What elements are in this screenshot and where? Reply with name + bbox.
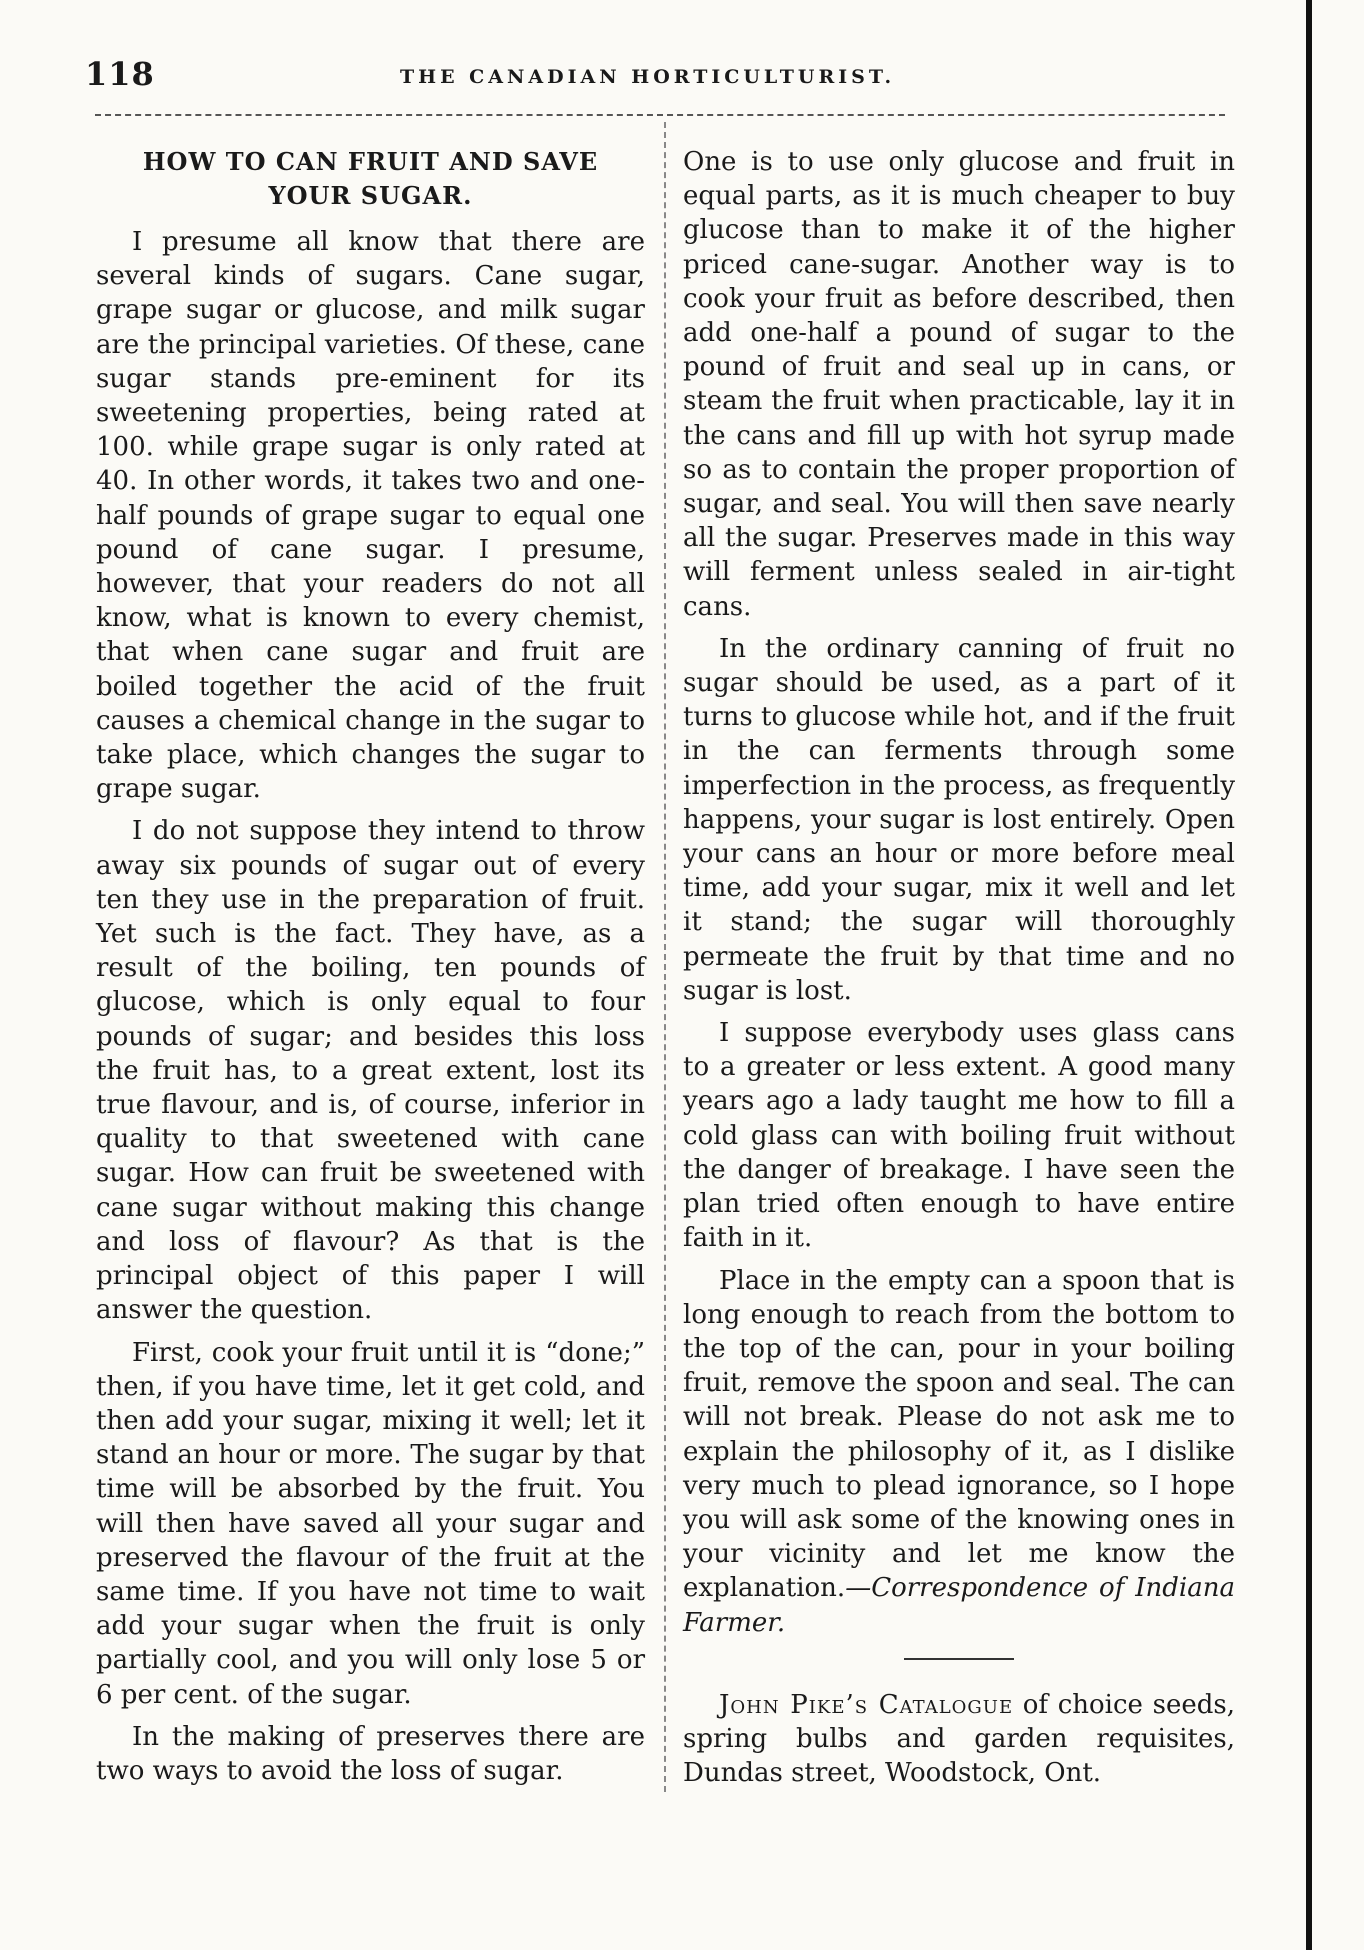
header-rule [95, 114, 1225, 116]
column-divider [664, 122, 666, 1792]
paragraph: First, cook your fruit until it is “done;” then, if you have time, let it get cold, and then add your sugar, mixing it well; let it stand an hour or more. The sugar by that time will be absorbed by the fruit. You will then have saved all your sugar and preserved the flavour of the fruit at the same time. If you have not time to wait add your sugar when the fruit is only partially cool, and you will only lose 5 or 6 per cent. of the sugar. [96, 1337, 645, 1710]
article-title: HOW TO CAN FRUIT AND SAVE YOUR SUGAR. [142, 147, 599, 210]
running-title: THE CANADIAN HORTICULTURIST. [400, 66, 896, 88]
catalogue-notice [683, 1688, 1235, 1791]
paragraph: I do not suppose they intend to throw away six pounds of sugar out of every ten they use in the preparation of fruit. Yet such is the fact. They have, as a result of the boiling, ten pounds of glucose, which is only equal to four pounds of sugar; and besides this loss the fruit has, to a great extent, lost its true flavour, and is, of course, inferior in quality to that sweetened with cane sugar. How can fruit be sweetened with cane sugar without making this change and loss of flavour? As that is the principal object of this paper I will answer the question. [96, 816, 645, 1326]
source-signature: —Correspondence of Indiana Farmer. [683, 1573, 1235, 1638]
paragraph-text: Place in the empty can a spoon that is long enough to reach from the bottom to the top of the can, pour in your boiling fruit, remove the spoon and seal. The can will not break. Please do not ask me to explain the philosophy of it, as I dislike very much to plead ignorance, so I hope you will ask some of the knowing ones in your vicinity and let me know the explanation. [683, 1265, 1235, 1604]
paragraph: In the making of preserves there are two ways to avoid the loss of sugar. [96, 1721, 645, 1786]
paragraph: In the ordinary canning of fruit no sugar should be used, as a part of it turns to glucose while hot, and if the fruit in the can ferments through some imperfection in the process, as frequently happens, your sugar is lost entirely. Open your cans an hour or more before meal time, add your sugar, mix it well and let it stand; the sugar will thoroughly permeate the fruit by that time and no sugar is lost. [683, 633, 1236, 1006]
page-number: 118 [85, 55, 155, 93]
paragraph [683, 1264, 1235, 1640]
right-column [683, 145, 1235, 1790]
paragraph: One is to use only glucose and fruit in equal parts, as it is much cheaper to buy glucose than to make it of the higher priced cane-sugar. Another way is to cook your fruit as before described, then add one-half a pound of sugar to the pound of fruit and seal up in cans, or steam the fruit when practicable, lay it in the cans and fill up with hot syrup made so as to contain the proper proportion of sugar, and seal. You will then save nearly all the sugar. Preserves made in this way will ferment unless sealed in air-tight cans. [683, 147, 1235, 622]
paragraph: I presume all know that there are several kinds of sugars. Cane sugar, grape sugar or glucose, and milk sugar are the principal varieties. Of these, cane sugar stands pre-eminent for its sweetening properties, being rated at 100. while grape sugar is only rated at 40. In other words, it takes two and one-half pounds of grape sugar to equal one pound of cane sugar. I presume, however, that your readers do not all know, what is known to every chemist, that when cane sugar and fruit are boiled together the acid of the fruit causes a chemical change in the sugar to take place, which changes the sugar to grape sugar. [96, 227, 645, 805]
section-divider [904, 1658, 1014, 1660]
notice-lead: John Pike’s Catalogue [719, 1689, 1014, 1720]
left-column [96, 145, 645, 1796]
page-edge [1306, 0, 1312, 1950]
notice-text: of choice seeds, spring bulbs and garden requisites, Dundas street, Woodstock, Ont. [683, 1689, 1235, 1789]
paragraph: I suppose everybody uses glass cans to a greater or less extent. A good many years ago a lady taught me how to fill a cold glass can with boiling fruit without the danger of breakage. I have seen the plan tried often enough to have entire faith in it. [683, 1018, 1235, 1254]
